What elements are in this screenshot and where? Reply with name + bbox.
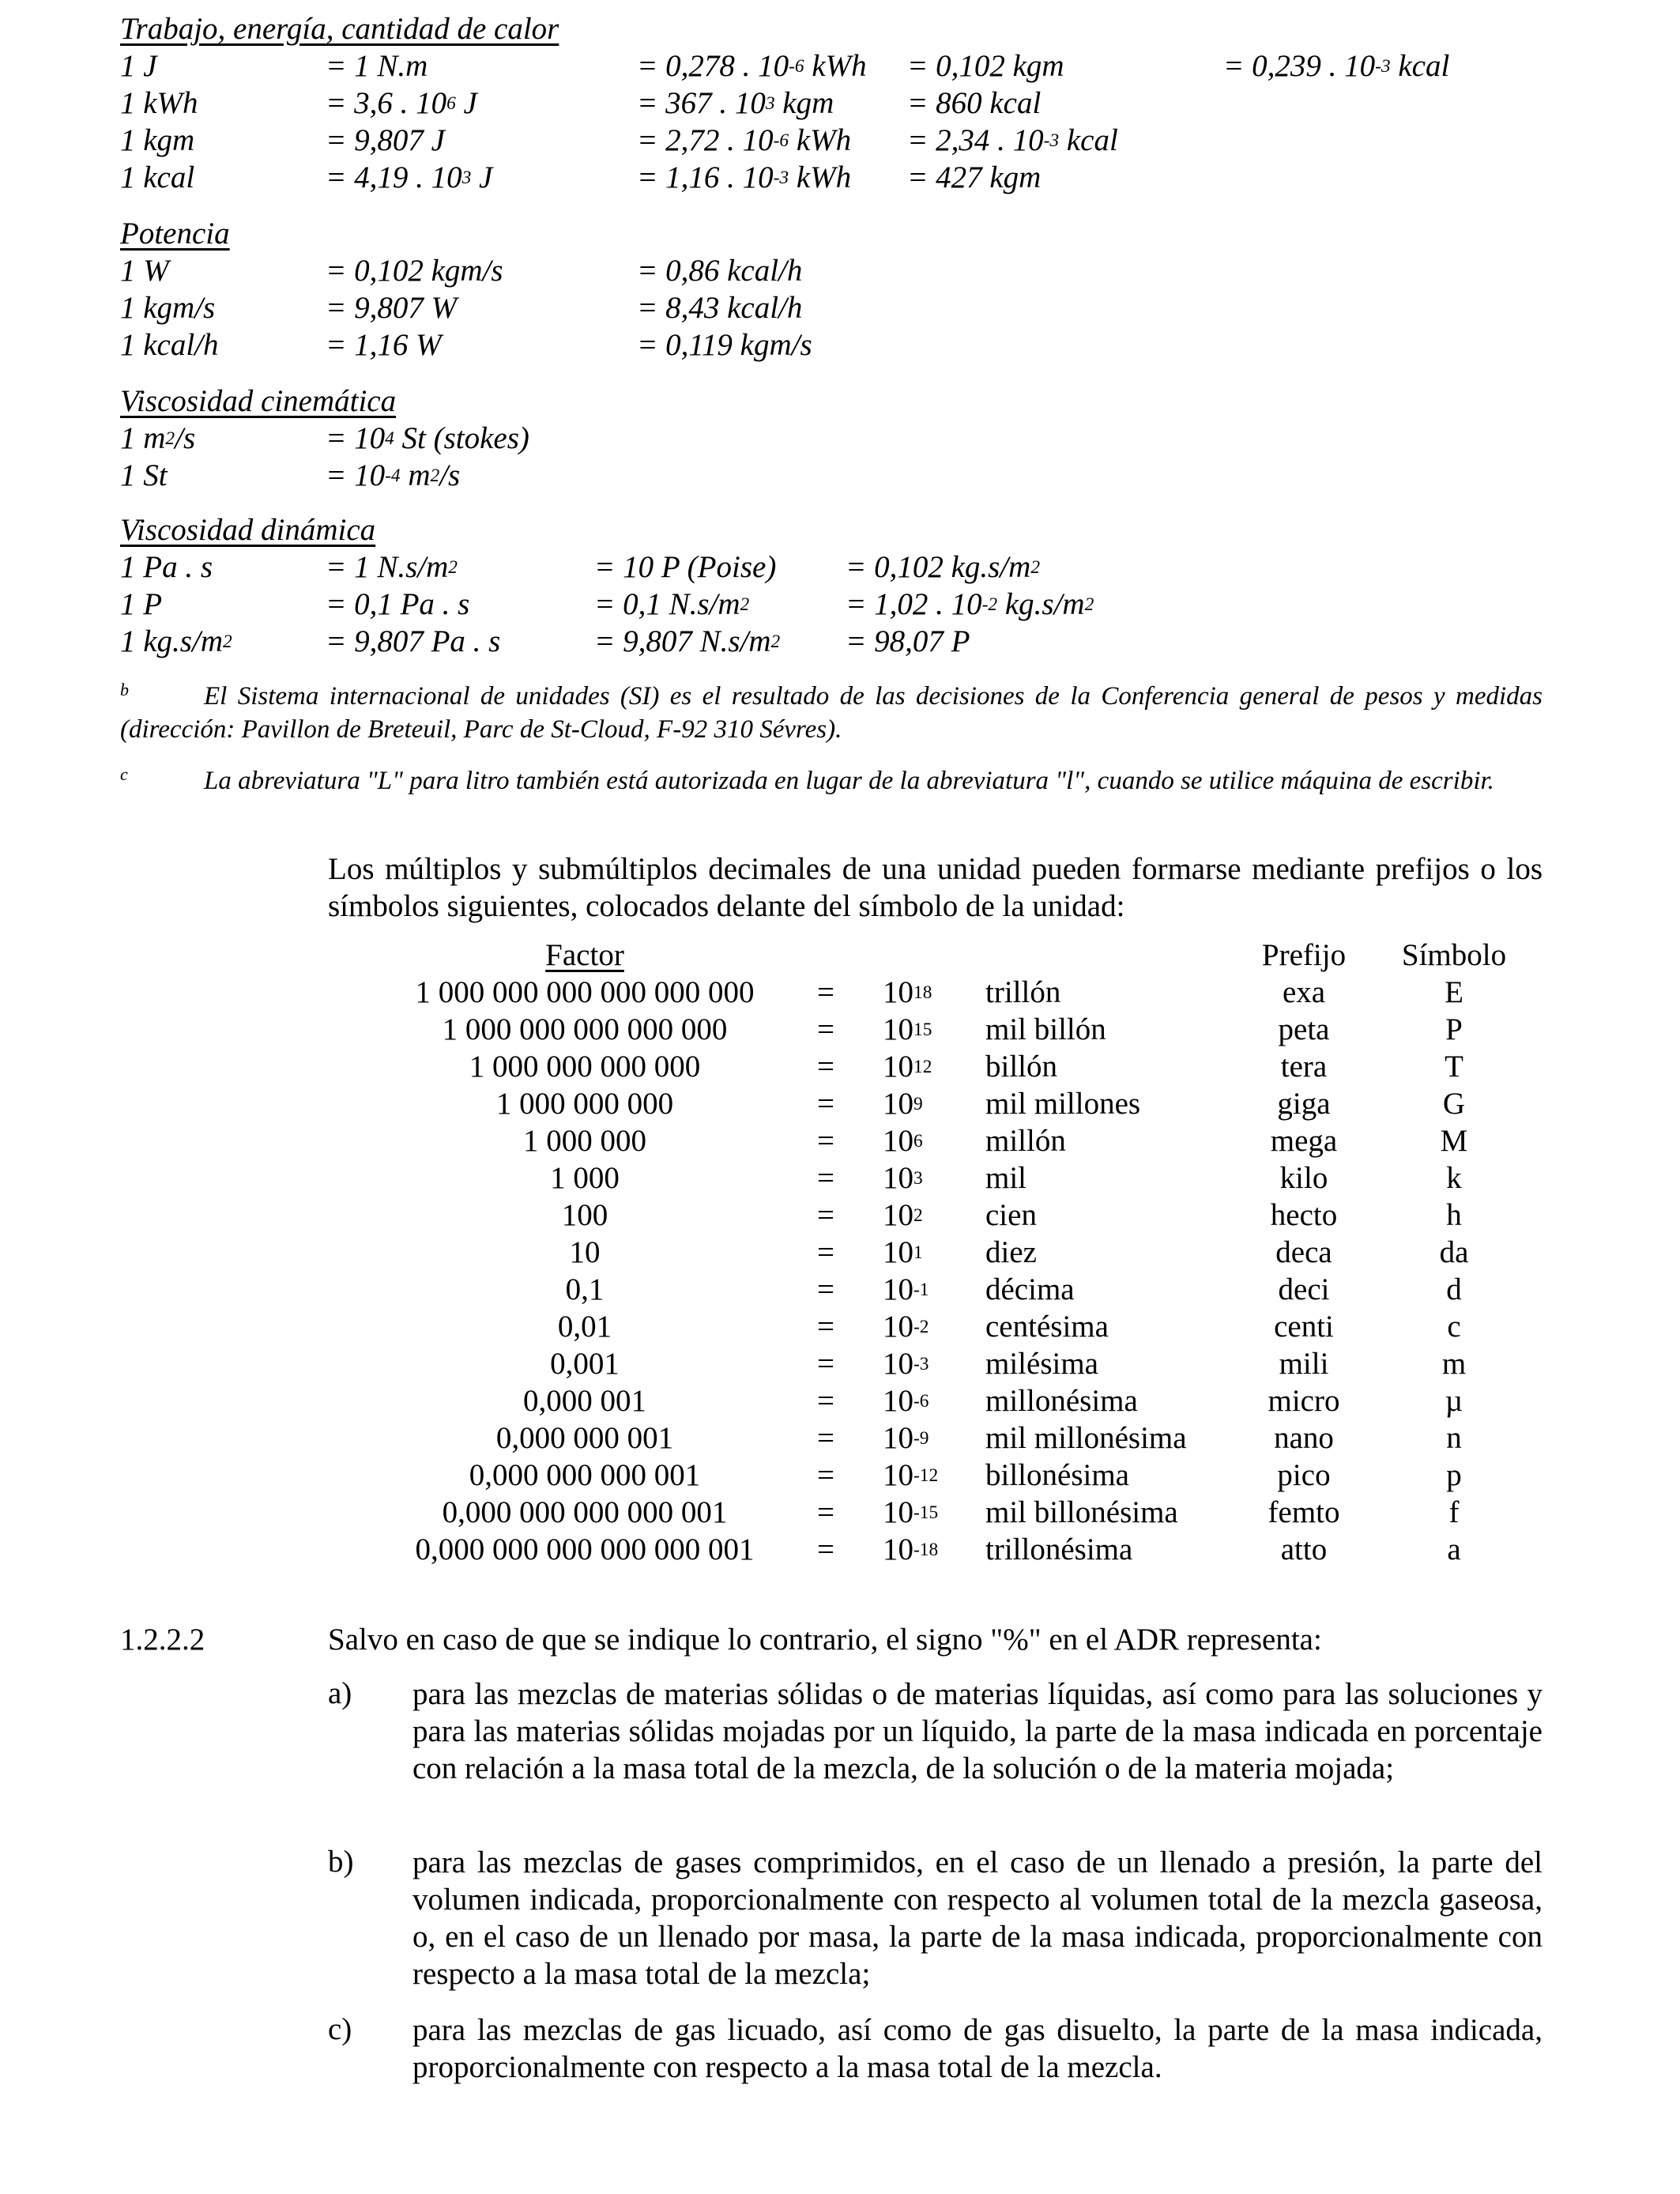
factor-cell: 1 000 000 000 000 bbox=[469, 1050, 701, 1084]
prefix-table-row bbox=[0, 1420, 1680, 1457]
section-title-dynamic-viscosity: Viscosidad dinámica bbox=[120, 513, 376, 547]
symbol-cell: T bbox=[1445, 1050, 1463, 1084]
name-cell: mil bbox=[985, 1161, 1027, 1195]
factor-cell: 0,01 bbox=[557, 1310, 612, 1344]
power-cell: $10^{18}$ bbox=[883, 975, 932, 1009]
equals-sign: = bbox=[817, 1347, 834, 1381]
value-cell: = 1,16 W bbox=[326, 328, 442, 362]
header-factor: Factor bbox=[545, 938, 624, 972]
name-cell: mil millonésima bbox=[985, 1421, 1187, 1455]
symbol-cell: n bbox=[1446, 1421, 1462, 1455]
equals-sign: = bbox=[817, 1272, 834, 1306]
value-cell: = 0,86 kcal/h bbox=[637, 254, 803, 288]
conversion-row bbox=[0, 624, 1680, 661]
equals-sign: = bbox=[817, 1384, 834, 1418]
conversion-row bbox=[0, 160, 1680, 197]
name-cell: trillón bbox=[985, 975, 1061, 1009]
factor-cell: 0,1 bbox=[565, 1272, 605, 1306]
equals-sign: = bbox=[817, 1198, 834, 1232]
symbol-cell: µ bbox=[1445, 1384, 1463, 1418]
power-cell: $10^2$ bbox=[883, 1198, 923, 1232]
unit-label: 1 kgm bbox=[120, 123, 195, 157]
value-cell: = 1,16 . $10^{-3}$ kWh bbox=[637, 160, 852, 194]
value-cell: = 1 $N.s/m^2$ bbox=[326, 550, 458, 584]
symbol-cell: E bbox=[1445, 975, 1463, 1009]
equals-sign: = bbox=[817, 1087, 834, 1121]
list-marker-a: a) bbox=[328, 1676, 352, 1710]
equals-sign: = bbox=[817, 1495, 834, 1529]
factor-cell: 0,000 000 000 001 bbox=[469, 1458, 701, 1492]
list-marker-b: b) bbox=[328, 1845, 354, 1879]
factor-cell: 1 000 000 000 000 000 000 bbox=[415, 975, 755, 1009]
conversion-row bbox=[0, 549, 1680, 586]
prefix-table-row bbox=[0, 1532, 1680, 1569]
value-cell: = 9,807 J bbox=[326, 123, 445, 157]
conversion-row bbox=[0, 48, 1680, 85]
prefix-table-row bbox=[0, 1346, 1680, 1383]
prefix-cell: nano bbox=[1274, 1421, 1334, 1455]
prefix-cell: deca bbox=[1275, 1235, 1332, 1269]
equals-sign: = bbox=[817, 1532, 834, 1566]
power-cell: $10^{-6}$ bbox=[883, 1384, 929, 1418]
prefix-table-row bbox=[0, 1495, 1680, 1532]
clause-text: Salvo en caso de que se indique lo contrario, el signo "%" en el ADR representa: bbox=[328, 1623, 1322, 1657]
symbol-cell: f bbox=[1448, 1495, 1460, 1529]
unit-label: 1 kcal bbox=[120, 160, 195, 194]
power-cell: $10^{-15}$ bbox=[883, 1495, 939, 1529]
power-cell: $10^{-9}$ bbox=[883, 1421, 929, 1455]
equals-sign: = bbox=[817, 1050, 834, 1084]
value-cell: = 0,102 $kg.s/m^2$ bbox=[846, 550, 1041, 584]
symbol-cell: h bbox=[1446, 1198, 1462, 1232]
section-title-kinematic-viscosity: Viscosidad cinemática bbox=[120, 384, 397, 418]
value-cell: = 860 kcal bbox=[907, 86, 1042, 120]
prefix-cell: giga bbox=[1277, 1087, 1331, 1121]
unit-label: 1 $m^2/s$ bbox=[120, 421, 196, 455]
value-cell: = 9,807 W bbox=[326, 291, 458, 325]
value-cell: = 0,119 kgm/s bbox=[637, 328, 812, 362]
section-title-power: Potencia bbox=[120, 217, 230, 251]
value-cell: = 98,07 P bbox=[846, 624, 970, 658]
prefix-cell: hecto bbox=[1270, 1198, 1338, 1232]
prefix-table-row bbox=[0, 1457, 1680, 1495]
conversion-row bbox=[0, 420, 1680, 458]
factor-cell: 1 000 000 000 000 000 bbox=[442, 1012, 728, 1046]
value-cell: = $10^{-4}$ $m^2/s$ bbox=[326, 458, 461, 492]
value-cell: = $10^4$ St (stokes) bbox=[326, 421, 529, 455]
symbol-cell: m bbox=[1441, 1347, 1467, 1381]
symbol-cell: d bbox=[1446, 1272, 1462, 1306]
prefix-cell: centi bbox=[1274, 1310, 1334, 1344]
power-cell: $10^{-18}$ bbox=[883, 1532, 939, 1566]
name-cell: trillonésima bbox=[985, 1532, 1133, 1566]
value-cell: = 9,807 Pa . s bbox=[326, 624, 501, 658]
name-cell: mil billón bbox=[985, 1012, 1106, 1046]
conversion-row bbox=[0, 458, 1680, 495]
value-cell: = 1 N.m bbox=[326, 49, 428, 83]
symbol-cell: c bbox=[1447, 1310, 1461, 1344]
value-cell: = 0,1 $N.s/m^2$ bbox=[594, 587, 750, 621]
factor-cell: 10 bbox=[569, 1235, 601, 1269]
equals-sign: = bbox=[817, 1310, 834, 1344]
prefix-table-row bbox=[0, 1086, 1680, 1123]
value-cell: = 1,02 . $10^{-2}$ $kg.s/m^2$ bbox=[846, 587, 1094, 621]
power-cell: $10^{15}$ bbox=[883, 1012, 932, 1046]
name-cell: centésima bbox=[985, 1310, 1109, 1344]
power-cell: $10^6$ bbox=[883, 1124, 923, 1158]
name-cell: millonésima bbox=[985, 1384, 1138, 1418]
prefix-cell: exa bbox=[1282, 975, 1326, 1009]
unit-label: 1 kcal/h bbox=[120, 328, 219, 362]
symbol-cell: a bbox=[1447, 1532, 1461, 1566]
prefix-table-row bbox=[0, 1012, 1680, 1049]
prefix-cell: pico bbox=[1277, 1458, 1331, 1492]
name-cell: décima bbox=[985, 1272, 1075, 1306]
conversion-row bbox=[0, 123, 1680, 160]
factor-cell: 1 000 000 bbox=[523, 1124, 646, 1158]
conversion-row bbox=[0, 85, 1680, 123]
name-cell: billonésima bbox=[985, 1458, 1129, 1492]
prefix-table-row bbox=[0, 1383, 1680, 1420]
header-prefix: Prefijo bbox=[1261, 938, 1347, 972]
value-cell: = 4,19 . $10^3$ J bbox=[326, 160, 493, 194]
prefix-table-row bbox=[0, 1235, 1680, 1272]
unit-label: 1 J bbox=[120, 49, 157, 83]
value-cell: = 0,278 . $10^{-6}$ kWh bbox=[637, 49, 867, 83]
clause-number: 1.2.2.2 bbox=[120, 1623, 205, 1657]
value-cell: = 2,34 . $10^{-3}$ kcal bbox=[907, 123, 1118, 157]
value-cell: = 0,1 Pa . s bbox=[326, 587, 470, 621]
footnote-text: La abreviatura "L" para litro también está autorizada en lugar de la abreviatura "l", cuando se utilice máquina de escribir. bbox=[204, 767, 1494, 795]
name-cell: diez bbox=[985, 1235, 1037, 1269]
symbol-cell: M bbox=[1440, 1124, 1468, 1158]
prefix-cell: tera bbox=[1280, 1050, 1328, 1084]
equals-sign: = bbox=[817, 1235, 834, 1269]
value-cell: = 2,72 . $10^{-6}$ kWh bbox=[637, 123, 852, 157]
unit-label: 1 kgm/s bbox=[120, 291, 216, 325]
name-cell: mil millones bbox=[985, 1087, 1141, 1121]
unit-label: 1 P bbox=[120, 587, 163, 621]
power-cell: $10^9$ bbox=[883, 1087, 923, 1121]
header-symbol: Símbolo bbox=[1401, 938, 1507, 972]
prefix-table-row bbox=[0, 1197, 1680, 1235]
value-cell: = 8,43 kcal/h bbox=[637, 291, 803, 325]
prefix-table-row bbox=[0, 1049, 1680, 1086]
factor-cell: 0,000 000 000 000 001 bbox=[442, 1495, 728, 1529]
factor-cell: 100 bbox=[561, 1198, 608, 1232]
unit-label: 1 Pa . s bbox=[120, 550, 213, 584]
list-item-a: para las mezclas de materias sólidas o de materias líquidas, así como para las soluciones y para las materias sólidas mojadas por un líquido, la parte de la masa indicada en porcentaje con relación a la masa total de la mezcla, de la solución o de la materia mojada; bbox=[412, 1677, 1543, 1785]
power-cell: $10^{-2}$ bbox=[883, 1310, 929, 1344]
unit-label: 1 kWh bbox=[120, 86, 198, 120]
symbol-cell: p bbox=[1446, 1458, 1462, 1492]
prefix-cell: peta bbox=[1278, 1012, 1330, 1046]
power-cell: $10^{-1}$ bbox=[883, 1272, 929, 1306]
prefix-cell: mili bbox=[1279, 1347, 1329, 1381]
section-title-energy: Trabajo, energía, cantidad de calor bbox=[120, 12, 559, 46]
power-cell: $10^{12}$ bbox=[883, 1050, 932, 1084]
name-cell: cien bbox=[985, 1198, 1037, 1232]
unit-label: 1 St bbox=[120, 458, 168, 492]
equals-sign: = bbox=[817, 1124, 834, 1158]
conversion-row bbox=[0, 327, 1680, 364]
prefix-table-row bbox=[0, 1123, 1680, 1160]
footnote-mark: b bbox=[120, 680, 129, 699]
value-cell: = 10 P (Poise) bbox=[594, 550, 777, 584]
footnote-text: El Sistema internacional de unidades (SI) es el resultado de las decisiones de la Conferencia general de pesos y medidas (dirección: Pavillon de Breteuil, Parc de St-Cloud, F-92 310 Sévres). bbox=[120, 682, 1543, 744]
prefix-table-header bbox=[0, 937, 1680, 974]
name-cell: mil billonésima bbox=[985, 1495, 1178, 1529]
factor-cell: 0,000 000 001 bbox=[495, 1421, 674, 1455]
symbol-cell: k bbox=[1446, 1161, 1462, 1195]
footnote-mark: c bbox=[120, 764, 128, 784]
conversion-row bbox=[0, 253, 1680, 290]
prefix-cell: atto bbox=[1280, 1532, 1328, 1566]
equals-sign: = bbox=[817, 975, 834, 1009]
footnote-b bbox=[120, 680, 1543, 746]
footnote-c bbox=[120, 764, 1543, 797]
symbol-cell: G bbox=[1442, 1087, 1466, 1121]
power-cell: $10^1$ bbox=[883, 1235, 923, 1269]
conversion-row bbox=[0, 586, 1680, 624]
equals-sign: = bbox=[817, 1421, 834, 1455]
factor-cell: 0,001 bbox=[550, 1347, 620, 1381]
prefix-cell: mega bbox=[1270, 1124, 1338, 1158]
name-cell: billón bbox=[985, 1050, 1058, 1084]
equals-sign: = bbox=[817, 1012, 834, 1046]
list-item-c: para las mezclas de gas licuado, así como de gas disuelto, la parte de la masa indicada, proporcionalmente con respecto a la masa total de la mezcla. bbox=[412, 2013, 1543, 2084]
value-cell: = 0,239 . $10^{-3}$ kcal bbox=[1223, 49, 1450, 83]
symbol-cell: da bbox=[1439, 1235, 1469, 1269]
prefix-table-row bbox=[0, 1160, 1680, 1197]
list-item-b: para las mezclas de gases comprimidos, en el caso de un llenado a presión, la parte del volumen indicada, proporcionalmente con respecto al volumen total de la mezcla gaseosa, o, en el caso de un llenado por masa, la parte de la masa indicada, proporcionalmente con respecto a la masa total de la mezcla; bbox=[412, 1845, 1543, 1991]
equals-sign: = bbox=[817, 1161, 834, 1195]
factor-cell: 0,000 000 000 000 000 001 bbox=[415, 1532, 755, 1566]
power-cell: $10^3$ bbox=[883, 1161, 923, 1195]
name-cell: millón bbox=[985, 1124, 1066, 1158]
intro-paragraph: Los múltiplos y submúltiplos decimales de una unidad pueden formarse mediante prefijos o los símbolos siguientes, colocados delante del símbolo de la unidad: bbox=[328, 852, 1543, 923]
unit-label: 1 $kg.s/m^2$ bbox=[120, 624, 232, 658]
factor-cell: 0,000 001 bbox=[523, 1384, 646, 1418]
prefix-table-row bbox=[0, 974, 1680, 1012]
unit-label: 1 W bbox=[120, 254, 169, 288]
power-cell: $10^{-12}$ bbox=[883, 1458, 939, 1492]
value-cell: = 427 kgm bbox=[907, 160, 1042, 194]
factor-cell: 1 000 bbox=[550, 1161, 620, 1195]
value-cell: = 367 . $10^3$ kgm bbox=[637, 86, 834, 120]
list-marker-c: c) bbox=[328, 2012, 352, 2046]
prefix-cell: deci bbox=[1278, 1272, 1330, 1306]
value-cell: = 3,6 . $10^6$ J bbox=[326, 86, 477, 120]
equals-sign: = bbox=[817, 1458, 834, 1492]
symbol-cell: P bbox=[1445, 1012, 1463, 1046]
power-cell: $10^{-3}$ bbox=[883, 1347, 929, 1381]
factor-cell: 1 000 000 000 bbox=[495, 1087, 674, 1121]
name-cell: milésima bbox=[985, 1347, 1098, 1381]
prefix-cell: kilo bbox=[1279, 1161, 1328, 1195]
conversion-row bbox=[0, 290, 1680, 327]
value-cell: = 9,807 $N.s/m^2$ bbox=[594, 624, 781, 658]
value-cell: = 0,102 kgm bbox=[907, 49, 1064, 83]
prefix-table-row bbox=[0, 1272, 1680, 1309]
prefix-table-row bbox=[0, 1309, 1680, 1346]
prefix-cell: micro bbox=[1268, 1384, 1340, 1418]
value-cell: = 0,102 kgm/s bbox=[326, 254, 503, 288]
prefix-cell: femto bbox=[1268, 1495, 1340, 1529]
